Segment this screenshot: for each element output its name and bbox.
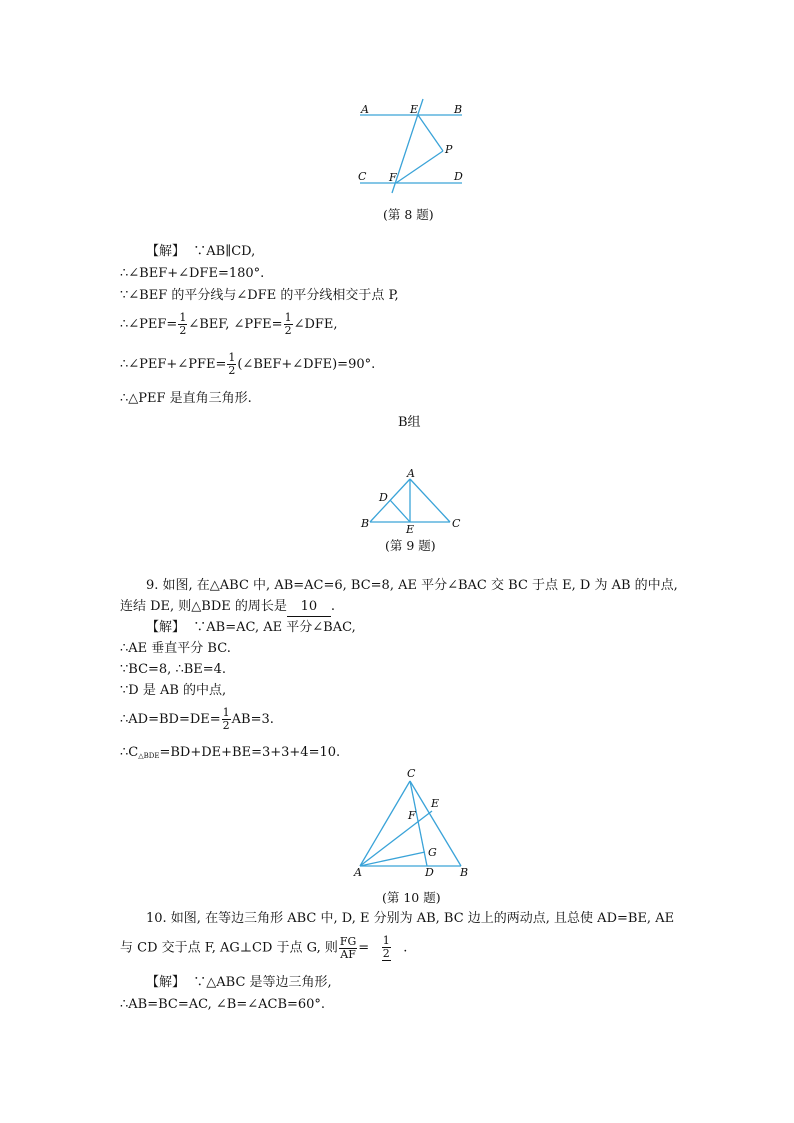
text: 与 CD 交于点 F, AG⊥CD 于点 G, 则: [120, 940, 338, 956]
solution-8-line-5: [120, 352, 375, 377]
text: ∠BEF, ∠PFE=: [188, 317, 283, 332]
solution-9-line-3: ∵BC=8, ∴BE=4.: [120, 662, 227, 677]
denominator: 2: [284, 324, 292, 337]
denominator: 2: [228, 364, 236, 377]
answer-fraction: [382, 935, 391, 961]
fraction-half: [222, 707, 231, 732]
text: ∠DFE,: [293, 317, 338, 332]
fraction-fg-af: [339, 936, 357, 961]
text: =: [358, 940, 370, 956]
figure-9-caption: (第 9 题): [385, 538, 436, 553]
segment-fp: [396, 151, 443, 183]
solution-8-line-1: [146, 243, 255, 261]
label-d: D: [379, 491, 388, 504]
solution-8-line-6: ∴△PEF 是直角三角形.: [120, 391, 252, 406]
label-d: D: [425, 866, 434, 879]
solution-10-text-1: ∵△ABC 是等边三角形,: [193, 975, 332, 990]
question-9-line-1: 9. 如图, 在△ABC 中, AB=AC=6, BC=8, AE 平分∠BAC 交 BC 于点 E, D 为 AB 的中点,: [146, 578, 678, 593]
text: AB=3.: [231, 712, 274, 727]
numerator: 1: [382, 934, 390, 947]
question-9-line-2: [120, 598, 335, 617]
label-b: B: [454, 103, 463, 116]
question-10-line-1: 10. 如图, 在等边三角形 ABC 中, D, E 分别为 AB, BC 边上的两动点, 且总使 AD=BE, AE: [146, 911, 675, 926]
denominator: 2: [382, 947, 390, 960]
label-b: B: [361, 517, 370, 530]
side-ac: [360, 781, 410, 866]
text: ∴AD=BD=DE=: [120, 712, 221, 727]
subscript: △BDE: [138, 752, 160, 760]
text: 连结 DE, 则△BDE 的周长是: [120, 599, 287, 614]
solution-8-line-2: ∴∠BEF+∠DFE=180°.: [120, 266, 265, 281]
figure-8-caption: (第 8 题): [383, 207, 434, 222]
text: ∴∠PEF=: [120, 317, 178, 332]
numerator: FG: [339, 934, 357, 948]
label-a: A: [361, 103, 369, 116]
text: .: [330, 599, 336, 614]
label-b: B: [460, 866, 469, 879]
figure-10: [350, 765, 475, 880]
solution-8-text-1: ∵AB∥CD,: [193, 244, 256, 259]
figure-9: [355, 466, 465, 536]
figure-10-caption: (第 10 题): [382, 890, 441, 905]
label-f: F: [408, 809, 416, 822]
solution-9-line-1: [146, 619, 356, 637]
label-c: C: [358, 170, 367, 183]
text: ∴∠PEF+∠PFE=: [120, 357, 227, 372]
transversal-ef: [392, 99, 423, 193]
segment-de: [390, 500, 410, 522]
numerator: 1: [179, 311, 187, 324]
denominator: AF: [340, 947, 356, 961]
section-heading-group-b: B组: [398, 415, 421, 430]
numerator: 1: [284, 311, 292, 324]
text: ∴C: [120, 745, 139, 760]
solution-9-line-6: [120, 744, 340, 765]
solution-9-line-2: ∴AE 垂直平分 BC.: [120, 641, 231, 656]
label-c: C: [407, 767, 416, 780]
segment-ep: [418, 115, 443, 151]
question-10-line-2: [120, 935, 407, 961]
answer-blank: 10: [287, 598, 331, 617]
answer-blank: [369, 935, 403, 961]
numerator: 1: [222, 706, 230, 719]
figure-8: [350, 95, 480, 195]
solution-8-line-3: ∵∠BEF 的平分线与∠DFE 的平分线相交于点 P,: [120, 288, 399, 303]
label-d: D: [454, 170, 463, 183]
solution-9-line-5: [120, 707, 274, 732]
label-e: E: [431, 797, 440, 810]
label-e: E: [406, 523, 415, 536]
solution-10-line-2: ∴AB=BC=AC, ∠B=∠ACB=60°.: [120, 997, 326, 1012]
label-p: P: [445, 143, 453, 156]
fraction-half: [178, 312, 187, 337]
text: (∠BEF+∠DFE)=90°.: [237, 357, 376, 372]
text: =BD+DE+BE=3+3+4=10.: [159, 745, 341, 760]
label-f: F: [389, 171, 397, 184]
text: .: [403, 940, 408, 956]
denominator: 2: [222, 719, 230, 732]
solution-tag: 【解】: [146, 244, 186, 259]
label-a: A: [354, 866, 362, 879]
side-ac: [410, 479, 450, 522]
fraction-half: [284, 312, 293, 337]
solution-9-text-1: ∵AB=AC, AE 平分∠BAC,: [193, 620, 356, 635]
denominator: 2: [179, 324, 187, 337]
solution-10-line-1: [146, 974, 332, 992]
numerator: 1: [228, 351, 236, 364]
fraction-half: [227, 352, 236, 377]
solution-9-line-4: ∵D 是 AB 的中点,: [120, 683, 227, 698]
solution-8-line-4: [120, 312, 338, 337]
solution-tag: 【解】: [146, 975, 186, 990]
label-c: C: [452, 517, 461, 530]
label-e: E: [410, 103, 419, 116]
solution-tag: 【解】: [146, 620, 186, 635]
label-g: G: [428, 846, 437, 859]
label-a: A: [407, 467, 415, 480]
